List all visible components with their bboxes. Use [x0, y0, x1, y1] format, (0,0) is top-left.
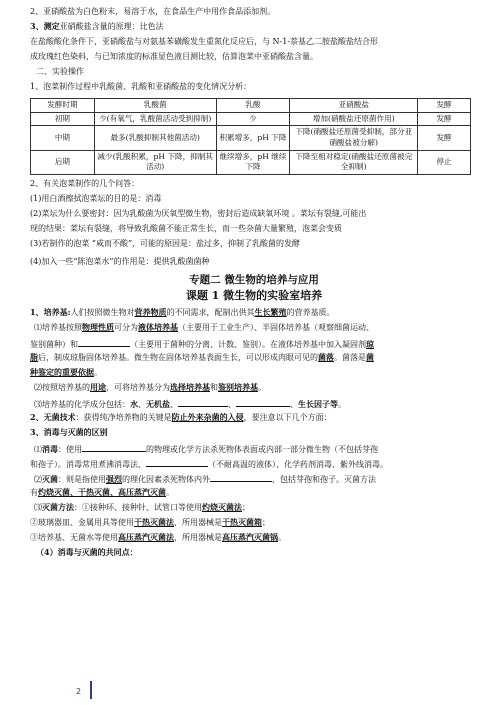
table-cell: 继续增多，pH 继续下降	[216, 150, 290, 174]
text: 、	[228, 399, 236, 409]
text: 。	[166, 487, 174, 497]
table-cell: 发酵	[418, 126, 471, 150]
medium-physical-2	[30, 337, 478, 352]
text: 和	[210, 382, 218, 392]
sterilization-method-2	[30, 517, 478, 532]
text: 可分为	[114, 322, 138, 332]
table-cell: 最多(乳酸抑制其他菌活动)	[94, 126, 216, 150]
text: 的营养基质。	[286, 307, 335, 317]
table-header-row	[31, 99, 471, 113]
page-number-bar	[90, 681, 92, 699]
line-measure-principle	[30, 21, 478, 36]
label-bold: 1、培养基:	[30, 306, 71, 317]
table-cell: 后期	[31, 150, 95, 174]
text: 。	[278, 532, 286, 542]
fill-blank[interactable]	[78, 337, 130, 347]
table-header: 乳酸菌	[94, 99, 216, 113]
text: 后，制成琼脂固体培养基。微生物在固体培养基表面生长，可以形成肉眼可见的	[38, 352, 318, 362]
text: （不耐高温的液体）、化学药剂消毒、紫外线消毒。	[208, 459, 388, 469]
text: 人们按照微生物对	[70, 307, 135, 317]
key-term: 水	[130, 398, 138, 409]
text: 有	[30, 487, 38, 497]
text: ，所用器械是	[174, 532, 222, 542]
table-cell: 少	[216, 112, 290, 126]
medium-physical-4	[30, 367, 478, 382]
key-term: 选择培养基	[170, 381, 210, 392]
key-term: 菌	[366, 351, 374, 362]
key-term: 种鉴定的重要依据	[30, 366, 94, 377]
fill-blank[interactable]	[146, 457, 208, 467]
document-page	[30, 6, 478, 562]
fill-blank[interactable]	[210, 472, 272, 482]
text: ：获得纯净培养物的关键是	[75, 412, 172, 422]
table-row	[31, 150, 471, 174]
table-header: 发酵	[418, 99, 471, 113]
disinfection-line-1	[30, 442, 478, 457]
table-cell: 减少(乳酸积累，pH 下降，抑制其活动)	[94, 150, 216, 174]
table-cell: 积累增多，pH 下降	[216, 126, 290, 150]
line-table-intro: 1、泡菜制作过程中乳酸菌、乳酸和亚硝酸盐的变化情况分析：	[30, 82, 252, 91]
text: ；	[242, 502, 250, 512]
line-principle-detail-2: 成玫瑰红色染料，与已知浓度的标准显色液目测比较，估算泡菜中亚硝酸盐含量。	[30, 52, 318, 61]
text: （主要用于工业生产）、半固体培养基（观察细菌运动、	[178, 322, 374, 332]
text: 。	[258, 382, 266, 392]
key-term: 鉴别培养基	[218, 381, 258, 392]
key-term: 干热灭菌法	[134, 516, 174, 527]
key-term: 干热灭菌箱	[222, 516, 262, 527]
text: 、	[138, 399, 146, 409]
fill-blank[interactable]	[82, 442, 146, 452]
disinfection-line-2	[30, 457, 478, 472]
text: ⑵	[34, 474, 42, 484]
qa-item-2: (2)菜坛为什么要密封：因为乳酸菌为厌氧型微生物，密封后造成缺氧环境 。菜坛有裂缝,可能出	[30, 208, 367, 218]
text: ，包括芽孢和孢子。灭菌方法	[272, 474, 376, 484]
text: ，要注意以下几个方面：	[243, 412, 332, 422]
line-nitrite-property: 2、亚硝酸盐为白色粉末，易溶于水，在食品生产中用作食品添加剂。	[30, 7, 276, 16]
text: ③培养基、无菌水等使用	[30, 532, 118, 542]
table-header: 乳酸	[216, 99, 290, 113]
table-cell: 发酵	[418, 112, 471, 126]
key-term: 生长因子等	[298, 398, 338, 409]
label-bold: 2、无菌技术	[30, 411, 76, 422]
qa-item-2-cont: 现的结果：菜坛有裂缝，将导致乳酸菌不能正常生长，而一些杂菌大量繁殖，泡菜会变质	[30, 223, 342, 233]
table-cell: 少(有氧气，乳酸菌活动受到抑制)	[94, 112, 216, 126]
text: 的物理或化学方法杀死物体表面或内部一部分微生物（不包括芽孢	[146, 444, 378, 454]
key-term: 琼	[366, 338, 374, 349]
key-term: 菌落	[318, 351, 334, 362]
table-cell: 下降至相对稳定(硝酸盐还原菌被完全抑制)	[290, 150, 418, 174]
text: ⑴培养基按照	[34, 322, 82, 332]
page-number: 2	[76, 687, 82, 696]
topic-title: 专题二 微生物的培养与应用	[189, 273, 319, 286]
medium-physical-1	[30, 322, 478, 337]
text: ：①接种环、接种针、试管口等使用	[74, 502, 202, 512]
text: ；	[262, 517, 270, 527]
key-term: 高压蒸汽灭菌锅	[222, 531, 278, 542]
text: （主要用于菌种的分离、计数、鉴别）。在液体培养基中加入凝固剂	[130, 339, 366, 349]
text: ⑴	[34, 444, 42, 454]
key-term: 脂	[30, 351, 38, 362]
text: ②玻璃器皿、金属用具等使用	[30, 517, 134, 527]
text: 的理化因素杀死物体内外	[122, 474, 210, 484]
text: ，可将培养基分为	[106, 382, 170, 392]
qa-item-3: (3)若制作的泡菜 “咸而不酸”，可能的原因是：盐过多，抑制了乳酸菌的发酵	[30, 238, 301, 248]
text: 、	[290, 399, 298, 409]
disinfect-sterilize-heading: 3、消毒与灭菌的区别	[30, 426, 108, 437]
table-header: 发酵时期	[31, 99, 95, 113]
key-term: 液体培养基	[138, 321, 178, 332]
text: 亚硝酸盐含量的原理：比色法	[59, 22, 164, 31]
lesson-title: 课题 1 微生物的实验室培养	[185, 288, 323, 302]
qa-item-4: (4)加入一些“陈泡菜水”的作用是：提供乳酸菌菌种	[30, 256, 210, 266]
fermentation-table	[30, 98, 471, 175]
table-cell: 下降(硝酸盐还原菌受抑制，部分亚硝酸盐被分解)	[290, 126, 418, 150]
text: ：使用	[58, 444, 82, 454]
text: 。	[94, 367, 102, 377]
key-term: 高压蒸汽灭菌法	[118, 531, 174, 542]
key-term: 灼烧灭菌法	[202, 501, 242, 512]
aseptic-technique	[30, 412, 478, 427]
key-term: 灼烧灭菌、干热灭菌、高压蒸汽灭菌	[38, 486, 166, 497]
table-row	[31, 126, 471, 150]
table-row	[31, 112, 471, 126]
key-term: 无机盐	[146, 398, 170, 409]
medium-composition	[30, 397, 478, 412]
sterilization-method-3	[30, 532, 478, 547]
key-term: 物理性质	[82, 321, 114, 332]
key-term: 防止外来杂菌的入侵	[171, 411, 244, 422]
table-cell: 增加(硝酸盐还原菌作用)	[290, 112, 418, 126]
section-heading-experiment: 二、实验操作	[36, 67, 84, 76]
key-term: 灭菌	[42, 473, 58, 484]
table-header: 亚硝酸盐	[290, 99, 418, 113]
text-bold: 3、测定	[30, 21, 60, 31]
text: ：则是指使用	[58, 474, 106, 484]
text: 鉴别菌种）和	[30, 339, 78, 349]
text: ⑶培养基的化学成分包括：	[34, 399, 130, 409]
medium-definition	[30, 307, 478, 322]
qa-intro: 2、有关泡菜制作的几个问答：	[30, 178, 140, 188]
sterilization-line-1	[30, 472, 478, 487]
key-term: 生长繁殖	[254, 306, 287, 317]
text: ⑶	[34, 502, 42, 512]
common-point-heading: （4）消毒与灭菌的共同点：	[36, 546, 138, 557]
text: 、	[170, 399, 178, 409]
table-cell: 中期	[31, 126, 95, 150]
key-term: 营养物质	[134, 306, 167, 317]
key-term: 消毒	[42, 443, 58, 454]
line-principle-detail-1: 在盐酸酸化条件下，亚硝酸盐与对氨基苯磺酸发生重氮化反应后，与 N-1-萘基乙二胺盐酸盐结合形	[30, 37, 379, 46]
table-cell: 停止	[418, 150, 471, 174]
key-term: 强烈	[106, 473, 122, 484]
text: 。菌落是	[334, 352, 366, 362]
key-term: 灭菌方法	[42, 501, 74, 512]
key-term: 用途	[90, 381, 106, 392]
fill-blank[interactable]	[236, 397, 290, 407]
medium-usage	[30, 382, 478, 397]
sterilization-line-2	[30, 487, 478, 502]
text: ⑵按照培养基的	[34, 382, 90, 392]
sterilization-method-1	[30, 502, 478, 517]
fill-blank[interactable]	[178, 397, 228, 407]
text: 。	[338, 399, 346, 409]
text: 的不同需求，配制出供其	[166, 307, 255, 317]
medium-physical-3	[30, 352, 478, 367]
text: ，所用器械是	[174, 517, 222, 527]
table-cell: 初期	[31, 112, 95, 126]
text: 和孢子）。消毒常用煮沸消毒法、	[30, 459, 146, 469]
qa-item-1: (1)用白酒擦拭泡菜坛的目的是：消毒	[30, 193, 162, 203]
